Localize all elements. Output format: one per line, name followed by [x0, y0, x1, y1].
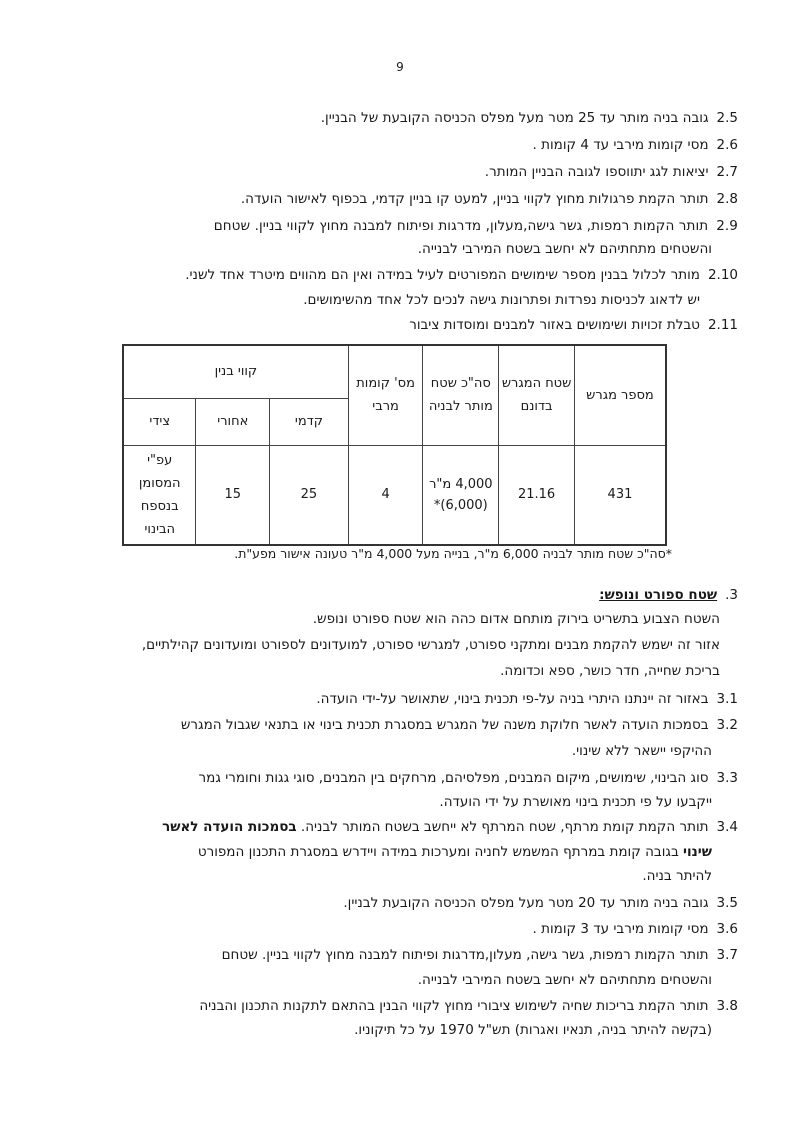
clause-text: גובה בניה מותר עד 20 מטר מעל מפלס הכניסה הקובעת לבניין.	[343, 895, 709, 911]
cell-front: 25	[270, 445, 349, 545]
header-floors: מס' קומות מרבי	[348, 345, 423, 445]
clause-number: 3.4	[716, 819, 738, 835]
header-building-lines: קווי בנין	[123, 345, 348, 398]
clause-number: 2.5	[716, 110, 738, 126]
clause-text: יציאות לגג יתווספו לגובה הבניין המותר.	[484, 164, 709, 180]
clause-3-6	[533, 920, 738, 938]
clause-3-7	[222, 946, 738, 964]
clause-3-7-continued: והשטחים מתחתיהם לא יחשב בשטח המירבי לבנייה.	[417, 972, 712, 988]
cell-side: עפ"י המסומן בנספח הבינוי	[123, 445, 196, 545]
clause-2-9	[214, 217, 738, 235]
section-3-intro-3: בריכת שחייה, חדר כושר, ספא וכדומה.	[500, 663, 720, 679]
clause-text: תותר הקמות רמפות, גשר גישה,מעלון, מדרגות ופיתוח למבנה מחוץ לקווי בניין. שטחם	[213, 218, 709, 234]
section-3-heading	[599, 586, 738, 604]
clause-number: 3.3	[716, 770, 738, 786]
cell-plot-area: 21.16	[499, 445, 575, 545]
clause-number: 2.11	[707, 317, 738, 333]
clause-number: 2.7	[716, 164, 738, 180]
cell-floors: 4	[348, 445, 423, 545]
clause-text: מסי קומות מירבי עד 4 קומות .	[532, 137, 709, 153]
section-3-intro-1: השטח הצבוע בתשריט בירוק מותחם אדום כהה הוא שטח ספורט ונופש.	[312, 611, 720, 627]
clause-3-3	[199, 769, 738, 787]
clause-3-2	[181, 716, 738, 734]
section-number: 3.	[725, 587, 738, 603]
clause-3-8-continued: (בקשה להיתר בניה, תנאיו ואגרות) תש"ל 1970 על כל תיקוניו.	[354, 1022, 712, 1038]
clause-2-5	[321, 109, 738, 127]
section-title: שטח ספורט ונופש:	[599, 587, 718, 603]
clause-number: 3.2	[716, 717, 738, 733]
clause-2-7	[485, 163, 738, 181]
clause-3-8	[199, 997, 738, 1015]
cell-total-area-main: 4,000 מ"ר	[429, 476, 493, 492]
clause-text: בסמכות הועדה לאשר חלוקת משנה של המגרש במסגרת תכנית בינוי או בתנאי שגבול המגרש	[180, 717, 709, 733]
clause-number: 3.7	[716, 947, 738, 963]
clause-text-emphasis: בסמכות הועדה לאשר	[162, 819, 297, 835]
header-plot-number: מספר מגרש	[574, 345, 666, 445]
clause-3-2-continued: ההיקפי יישאר ללא שינוי.	[571, 743, 712, 759]
clause-number: 2.8	[716, 191, 738, 207]
header-side: צידי	[123, 398, 196, 445]
clause-3-4-continued-2: להיתר בניה.	[642, 868, 712, 884]
clause-3-5	[343, 894, 738, 912]
clause-number: 3.5	[716, 895, 738, 911]
clause-2-11	[409, 316, 738, 334]
clause-2-6	[533, 136, 738, 154]
clause-3-4	[162, 818, 738, 836]
clause-text: מותר לכלול בבנין מספר שימושים המפורטים לעיל במידה ואין הם מהווים מיטרד אחד לשני.	[185, 267, 700, 283]
clause-text: תותר הקמות רמפות, גשר גישה, מעלון,מדרגות ופיתוח למבנה מחוץ לקווי בניין. שטחם	[221, 947, 709, 963]
cell-rear: 15	[196, 445, 270, 545]
clause-text: בגובה קומת במרתף המשמש לחניה ומערכות במידה ויידרש במסגרת התכנון המפורט	[197, 844, 684, 860]
clause-text: תותר הקמת קומת מרתף, שטח המרתף לא ייחשב בשטח המותר לבניה.	[296, 819, 709, 835]
clause-number: 2.9	[716, 218, 738, 234]
header-total-area: סה"כ שטח מותר לבניה	[423, 345, 499, 445]
clause-3-1	[316, 690, 738, 708]
clause-text: מסי קומות מירבי עד 3 קומות .	[532, 921, 709, 937]
cell-total-area	[423, 445, 499, 545]
clause-3-4-continued	[198, 843, 712, 861]
page-number: 9	[396, 60, 404, 74]
clause-2-9-continued: והשטחים מתחתיהם לא יחשב בשטח המירבי לבנייה.	[417, 241, 712, 257]
table-row	[123, 445, 666, 545]
clause-text: באזור זה יינתנו היתרי בניה על-פי תכנית בינוי, שתאושר על-ידי הועדה.	[316, 691, 709, 707]
table-footnote: *סה"כ שטח מותר לבניה 6,000 מ"ר, בנייה מעל 4,000 מ"ר טעונה אישור מפע"ת.	[234, 546, 672, 561]
clause-2-8	[241, 190, 738, 208]
header-plot-area: שטח המגרש בדונם	[499, 345, 575, 445]
clause-text: תותר הקמת פרגולות מחוץ לקווי בניין, למעט קו בניין קדמי, בכפוף לאישור הועדה.	[240, 191, 709, 207]
clause-text-emphasis: שינוי	[683, 844, 712, 860]
clause-number: 2.6	[716, 137, 738, 153]
clause-3-3-continued: ייקבעו על פי תכנית בינוי מאושרת על ידי הועדה.	[439, 794, 712, 810]
cell-plot-number: 431	[574, 445, 666, 545]
clause-number: 3.8	[716, 998, 738, 1014]
rights-table	[122, 344, 667, 546]
clause-text: תותר הקמת בריכות שחיה לשימוש ציבורי מחוץ לקווי הבנין בהתאם לתקנות התכנון והבניה	[199, 998, 709, 1014]
cell-total-area-max: *(6,000)	[433, 497, 488, 513]
clause-number: 2.10	[707, 267, 738, 283]
clause-text: סוג הבינוי, שימושים, מיקום המבנים, מפלסיהם, מרחקים בין המבנים, סוגי גגות וחומרי גמר	[198, 770, 709, 786]
clause-text: טבלת זכויות ושימושים באזור למבנים ומוסדות ציבור	[409, 317, 700, 333]
section-3-intro-2: אזור זה ישמש להקמת מבנים ומתקני ספורט, למגרשי ספורט, למועדונים לספורט ומועדונים קהילתיים,	[141, 637, 720, 653]
header-front: קדמי	[270, 398, 349, 445]
clause-number: 3.1	[716, 691, 738, 707]
clause-2-10-continued: יש לדאוג לכניסות נפרדות ופתרונות גישה לנכים לכל אחד מהשימושים.	[303, 292, 700, 308]
clause-number: 3.6	[716, 921, 738, 937]
clause-2-10	[185, 266, 738, 284]
clause-text: גובה בניה מותר עד 25 מטר מעל מפלס הכניסה הקובעת של הבניין.	[320, 110, 709, 126]
header-rear: אחורי	[196, 398, 270, 445]
